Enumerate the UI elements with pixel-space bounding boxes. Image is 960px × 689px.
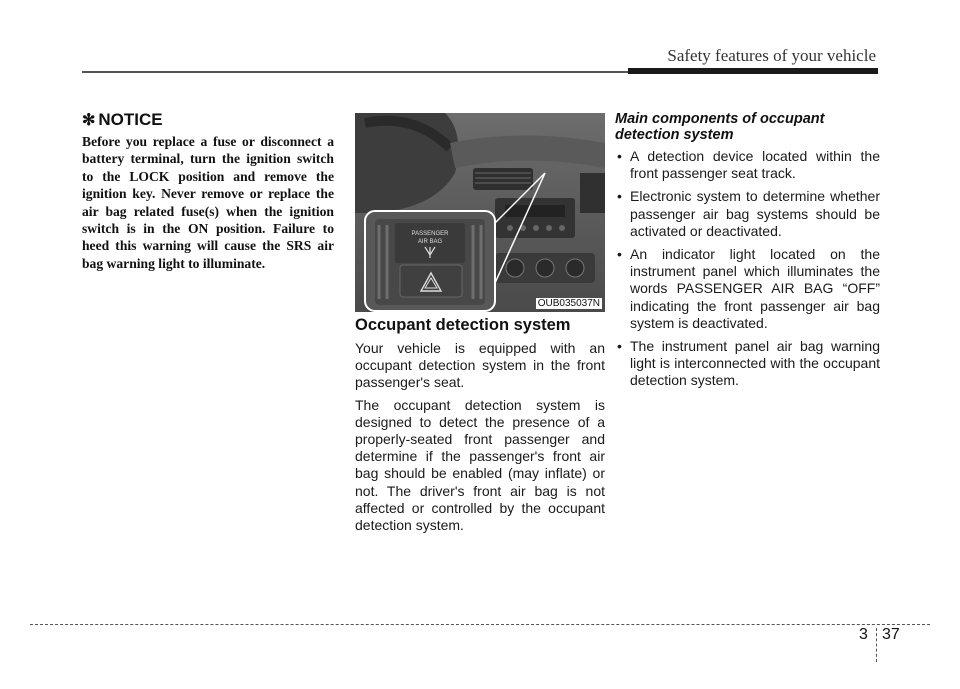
header-rule-accent bbox=[628, 68, 878, 74]
notice-body: Before you replace a fuse or disconnect a battery terminal, turn the ignition switch to the LOCK position and remove the ignition key. Never remove or replace the air bag related fuse(s) when the ignition switch is in the ON position. Failure to heed this warning will cause the SRS air bag warning light to illuminate. bbox=[82, 134, 334, 271]
list-item: • Electronic system to determine whether passenger air bag systems should be activated or deactivated. bbox=[617, 188, 880, 239]
notice-title bbox=[82, 110, 163, 130]
bullet-icon: • bbox=[617, 338, 622, 355]
footer-rule bbox=[30, 624, 930, 625]
page-number-divider bbox=[876, 628, 877, 662]
bullet-icon: • bbox=[617, 188, 622, 205]
list-item: • The instrument panel air bag warning light is interconnected with the occupant detection system. bbox=[617, 338, 880, 389]
notice-title-text: NOTICE bbox=[98, 110, 163, 129]
occupant-body bbox=[355, 340, 605, 539]
running-header: Safety features of your vehicle bbox=[667, 46, 876, 65]
occupant-paragraph-2: The occupant detection system is designed to detect the presence of a properly-seated front passenger and determine if the passenger's front air bag should be enabled (may inflate) or not. The driver's front air bag is not affected or controlled by the occupant detection system. bbox=[355, 396, 605, 534]
components-list bbox=[615, 148, 880, 396]
section-heading-occupant: Occupant detection system bbox=[355, 316, 571, 334]
dashboard-figure bbox=[355, 113, 605, 312]
notice-star-icon: ✻ bbox=[82, 112, 96, 129]
occupant-paragraph-1: Your vehicle is equipped with an occupant detection system in the front passenger's seat. bbox=[355, 340, 605, 391]
chapter-number: 3 bbox=[859, 626, 868, 643]
components-heading: Main components of occupant detection system bbox=[615, 111, 825, 143]
list-item: • A detection device located within the front passenger seat track. bbox=[617, 148, 880, 182]
dashboard-illustration bbox=[355, 113, 605, 312]
bullet-icon: • bbox=[617, 246, 622, 263]
list-item: • An indicator light located on the instrument panel which illuminates the words PASSENGER AIR BAG “OFF” indicating the front passenger air bag system is deactivated. bbox=[617, 246, 880, 331]
figure-code: OUB035037N bbox=[537, 298, 600, 309]
indicator-text-passenger: PASSENGER bbox=[411, 231, 449, 237]
indicator-text-airbag: AIR BAG bbox=[417, 239, 443, 245]
page-number: 37 bbox=[882, 626, 900, 643]
bullet-icon: • bbox=[617, 148, 622, 164]
